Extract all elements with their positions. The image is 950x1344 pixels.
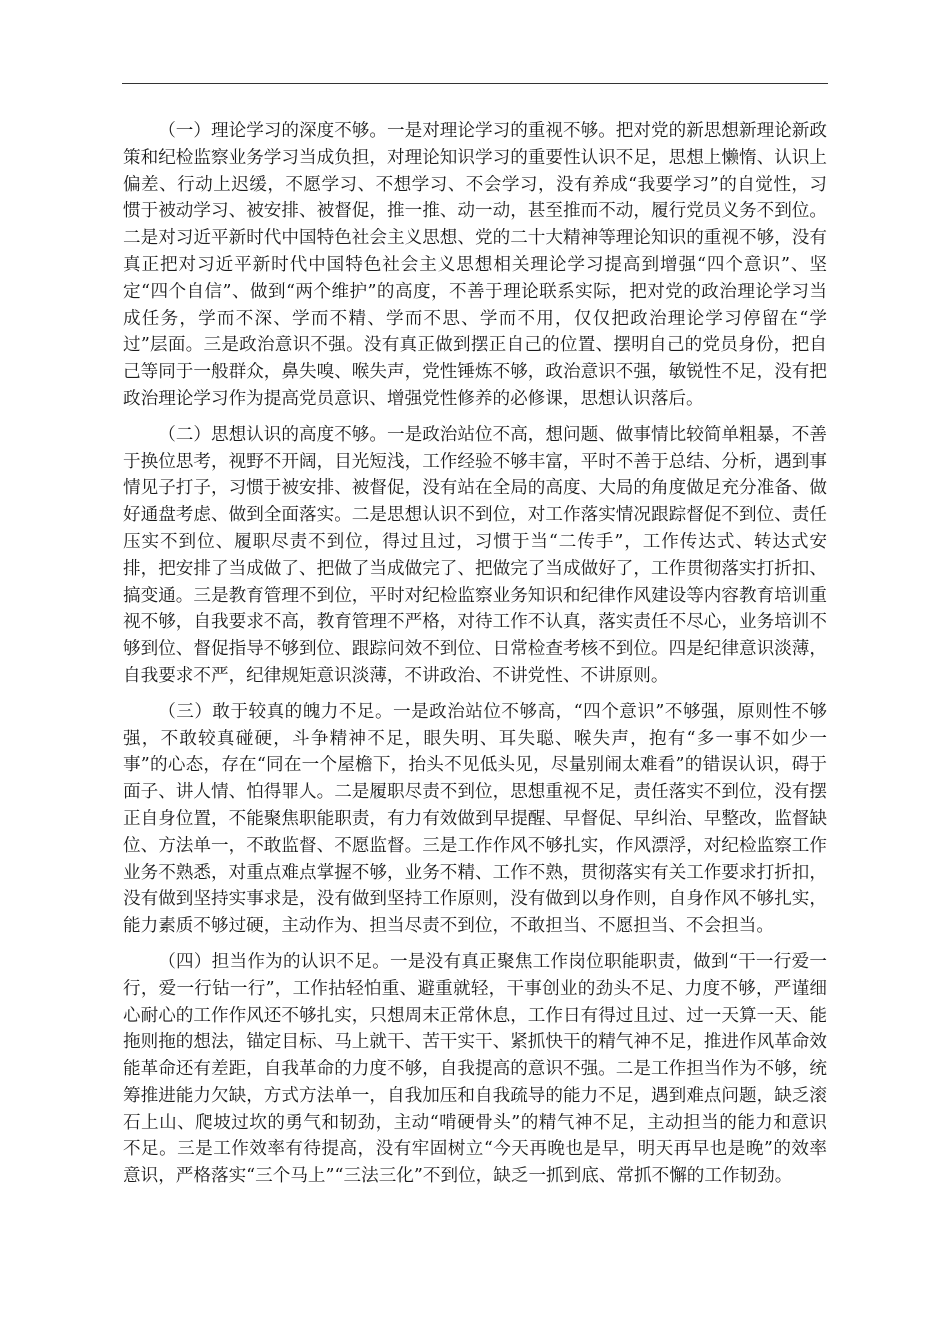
paragraph-2: （二）思想认识的高度不够。一是政治站位不高，想问题、做事情比较简单粗暴，不善于换位思考，视野不开阔，目光短浅，工作经验不够丰富，平时不善于总结、分析，遇到事情见子打子，习惯于被安排、被督促，没有站在全局的高度、大局的角度做足充分准备、做好通盘考虑、做到全面落实。二是思想认识不到位，对工作落实情况跟踪督促不到位、责任压实不到位、履职尽责不到位，得过且过，习惯于当“二传手”，工作传达式、转达式安排，把安排了当成做了、把做了当成做完了、把做完了当成做好了，工作贯彻落实打折扣、搞变通。三是教育管理不到位，平时对纪检监察业务知识和纪律作风建设等内容教育培训重视不够，自我要求不高，教育管理不严格，对待工作不认真，落实责任不尽心，业务培训不够到位、督促指导不够到位、跟踪问效不到位、日常检查考核不到位。四是纪律意识淡薄，自我要求不严，纪律规矩意识淡薄，不讲政治、不讲党性、不讲原则。 (123, 424, 827, 686)
document-body (123, 118, 827, 1199)
paragraph-4: （四）担当作为的认识不足。一是没有真正聚焦工作岗位职能职责，做到“干一行爱一行，爱一行钻一行”，工作拈轻怕重、避重就轻，干事创业的劲头不足、力度不够，严谨细心耐心的工作作风还不够扎实，只想周末正常休息，工作日有得过且过、过一天算一天、能拖则拖的想法，锚定目标、马上就干、苦干实干、紧抓快干的精气神不足，推进作风革命效能革命还有差距，自我革命的力度不够，自我提高的意识不强。二是工作担当作为不够，统筹推进能力欠缺，方式方法单一，自我加压和自我疏导的能力不足，遇到难点问题，缺乏滚石上山、爬坡过坎的勇气和韧劲，主动“啃硬骨头”的精气神不足，主动担当的能力和意识不足。三是工作效率有待提高，没有牢固树立“今天再晚也是早，明天再早也是晚”的效率意识，严格落实“三个马上”“三法三化”不到位，缺乏一抓到底、常抓不懈的工作韧劲。 (123, 951, 827, 1187)
paragraph-1: （一）理论学习的深度不够。一是对理论学习的重视不够。把对党的新思想新理论新政策和纪检监察业务学习当成负担，对理论知识学习的重要性认识不足，思想上懒惰、认识上偏差、行动上迟缓，不愿学习、不想学习、不会学习，没有养成“我要学习”的自觉性，习惯于被动学习、被安排、被督促，推一推、动一动，甚至推而不动，履行党员义务不到位。二是对习近平新时代中国特色社会主义思想、党的二十大精神等理论知识的重视不够，没有真正把对习近平新时代中国特色社会主义思想相关理论学习提高到增强“四个意识”、坚定“四个自信”、做到“两个维护”的高度，不善于理论联系实际，把对党的政治理论学习当成任务，学而不深、学而不精、学而不思、学而不用，仅仅把政治理论学习停留在“学过”层面。三是政治意识不强。没有真正做到摆正自己的位置、摆明自己的党员身份，把自己等同于一般群众，鼻失嗅、喉失声，党性锤炼不够，政治意识不强，敏锐性不足，没有把政治理论学习作为提高党员意识、增强党性修养的必修课，思想认识落后。 (123, 121, 827, 409)
paragraph-3: （三）敢于较真的魄力不足。一是政治站位不够高，“四个意识”不够强，原则性不够强，不敢较真碰硬，斗争精神不足，眼失明、耳失聪、喉失声，抱有“多一事不如少一事”的心态，存在“同在一个屋檐下，抬头不见低头见，尽量别闹太难看”的错误认识，碍于面子、讲人情、怕得罪人。二是履职尽责不到位，思想重视不足，责任落实不到位，没有摆正自身位置，不能聚焦职能职责，有力有效做到早提醒、早督促、早纠治、早整改，监督缺位、方法单一，不敢监督、不愿监督。三是工作作风不够扎实，作风漂浮，对纪检监察工作业务不熟悉，对重点难点掌握不够，业务不精、工作不熟，贯彻落实有关工作要求打折扣，没有做到坚持实事求是，没有做到坚持工作原则，没有做到以身作则，自身作风不够扎实，能力素质不够过硬，主动作为、担当尽责不到位，不敢担当、不愿担当、不会担当。 (123, 701, 827, 937)
header-rule (122, 83, 828, 84)
